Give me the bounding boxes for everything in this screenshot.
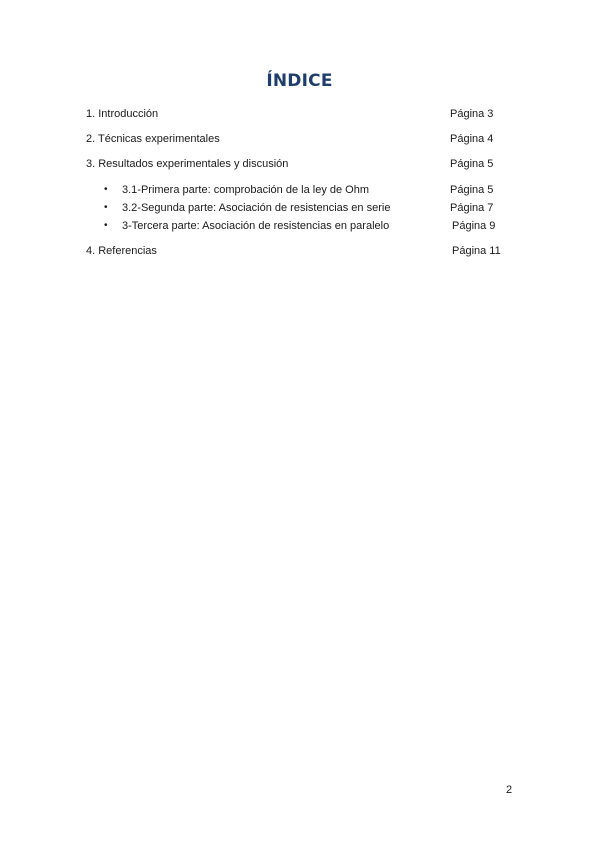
page-title: ÍNDICE xyxy=(266,71,333,91)
bullet-icon: • xyxy=(104,184,108,195)
toc-entry-label: 3. Resultados experimentales y discusión xyxy=(86,158,289,170)
toc-subentry-label: 3.1-Primera parte: comprobación de la ley de Ohm xyxy=(122,184,370,196)
toc-entry-page: Página 11 xyxy=(452,245,501,257)
toc-subentry-page: Página 7 xyxy=(450,202,494,214)
bullet-icon: • xyxy=(104,202,108,213)
toc-entry-page: Página 5 xyxy=(450,158,494,170)
page-number: 2 xyxy=(506,784,513,796)
toc-entry-label: 4. Referencias xyxy=(86,245,157,257)
toc-entry-page: Página 4 xyxy=(450,133,494,145)
toc-subentry-page: Página 5 xyxy=(450,184,494,196)
toc-entry-label: 2. Técnicas experimentales xyxy=(86,133,220,145)
toc-entry-page: Página 3 xyxy=(450,108,494,120)
toc-subentry-label: 3-Tercera parte: Asociación de resistencias en paralelo xyxy=(122,220,390,232)
toc-subentry-page: Página 9 xyxy=(452,220,496,232)
toc-subentry-label: 3.2-Segunda parte: Asociación de resistencias en serie xyxy=(122,202,391,214)
bullet-icon: • xyxy=(104,220,108,231)
toc-entry-label: 1. Introducción xyxy=(86,108,159,120)
